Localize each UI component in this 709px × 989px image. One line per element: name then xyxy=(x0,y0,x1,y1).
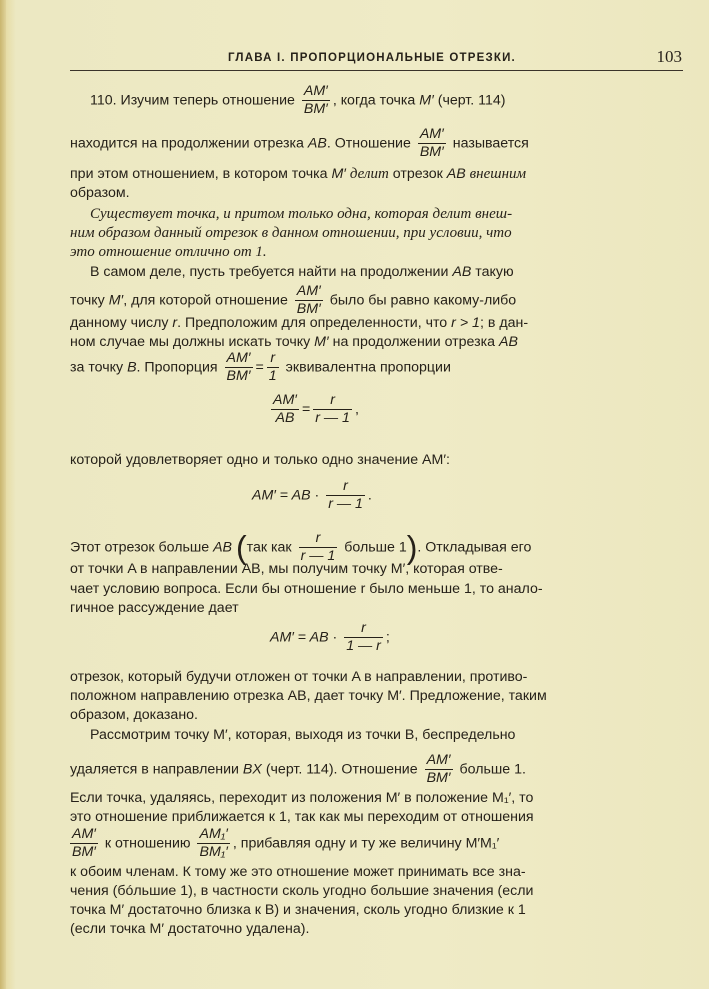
p6-line7: чения (бóльшие 1), в частности сколь угодно большие значения (если xyxy=(70,883,534,899)
p3-line: которой удовлетворяет одно и только одно значение AM′: xyxy=(70,452,450,468)
p6-line4: это отношение приближается к 1, так как мы переходим от отношения xyxy=(70,809,534,825)
p6-line6: к обоим членам. К тому же это отношение может принимать все зна- xyxy=(70,864,526,880)
p6-line3: Если точка, удаляясь, переходит из положения M′ в положение M₁′, то xyxy=(70,790,534,806)
p5-line1: отрезок, который будучи отложен от точки A в направлении, противо- xyxy=(70,669,528,685)
p2-line1: В самом деле, пусть требуется найти на продолжении AB такую xyxy=(90,264,514,280)
p2-line2: точку M′, для которой отношение $\frac{AM'}{BM'}$ было бы равно какому-либо xyxy=(70,283,517,317)
p2-line3: данному числу r. Предположим для определенности, что r > 1; в дан- xyxy=(70,315,529,331)
p5-line2: положном направлению отрезка AB, дает точку M′. Предложение, таким xyxy=(70,688,547,704)
p6-line8: точка M′ достаточно близка к B) и значения, сколь угодно близкие к 1 xyxy=(70,902,526,918)
equation-am-value: AM′ = AB · $\frac{r}{r — 1}$ . xyxy=(252,478,372,512)
p6-line2: удаляется в направлении BX (черт. 114). Отношение $\frac{AM'}{BM'}$ больше 1. xyxy=(70,752,526,786)
equation-am-less: AM′ = AB · $\frac{r}{1 — r}$ ; xyxy=(270,620,390,654)
page-edge xyxy=(0,0,6,989)
p2-line4: ном случае мы должны искать точку M′ на продолжении отрезка AB xyxy=(70,334,518,350)
equation-proportion: $\frac{AM'}{AB}$ = $\frac{r}{r — 1}$ , xyxy=(273,392,359,426)
p4-line3: чает условию вопроса. Если бы отношение r было меньше 1, то анало- xyxy=(70,581,543,597)
theorem-line2: ним образом данный отрезок в данном отношении, при условии, что xyxy=(70,225,512,241)
theorem-line1: Существует точка, и притом только одна, которая делит внеш- xyxy=(90,206,513,222)
header-rule xyxy=(70,70,683,71)
p1-line2: находится на продолжении отрезка AB. Отношение $\frac{AM'}{BM'}$ называется xyxy=(70,126,529,160)
p6-line9: (если точка M′ достаточно удалена). xyxy=(70,921,310,937)
theorem-line3: это отношение отлично от 1. xyxy=(70,244,267,260)
p1-line3: при этом отношением, в котором точка M′ делит отрезок AB внешним xyxy=(70,166,527,182)
p4-line2: от точки A в направлении AB, мы получим точку M′, которая отве- xyxy=(70,561,503,577)
p6-line1: Рассмотрим точку M′, которая, выходя из точки B, беспредельно xyxy=(90,727,516,743)
p6-line5: $\frac{AM'}{BM'}$ к отношению $\frac{\text{AM₁′}}{\text{BM₁′}}$ , прибавляя одну и ту же величину M′M₁′ xyxy=(72,826,500,860)
p1-line1: 110. Изучим теперь отношение $\frac{AM'}{BM'}$ , когда точка M′ (черт. 114) xyxy=(90,83,506,117)
p5-line3: образом, доказано. xyxy=(70,707,198,723)
p4-line1: Этот отрезок больше AB (так как $\frac{r}{r — 1}$ больше 1). Откладывая его xyxy=(70,529,532,566)
page-number: 103 xyxy=(656,47,682,66)
running-header xyxy=(70,49,682,69)
p1-line4: образом. xyxy=(70,185,130,201)
fraction-am-bm: $\frac{AM'}{BM'}$ xyxy=(303,83,328,117)
p4-line4: гичное рассуждение дает xyxy=(70,600,239,616)
chapter-title: ГЛАВА I. ПРОПОРЦИОНАЛЬНЫЕ ОТРЕЗКИ. xyxy=(228,52,516,64)
p2-line5: за точку B. Пропорция $\frac{AM'}{BM'}$ = $\frac{r}{1}$ эквивалентна пропорции xyxy=(70,350,451,384)
